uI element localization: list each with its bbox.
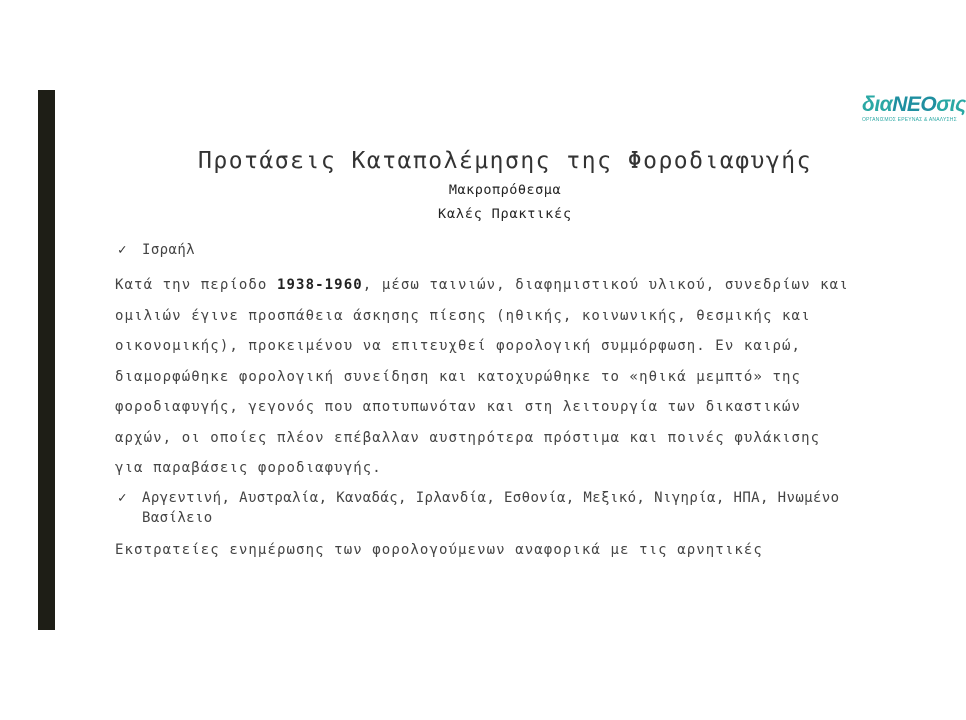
campaigns-paragraph: Εκστρατείες ενημέρωσης των φορολογούμενων αναφορικά με τις αρνητικές bbox=[115, 541, 763, 558]
dianeosis-logo bbox=[862, 93, 966, 123]
years-highlight: 1938-1960 bbox=[277, 277, 363, 293]
logo-wordmark: διαNEOσις bbox=[862, 93, 966, 116]
bullet-israel bbox=[118, 242, 900, 258]
logo-tagline: ΟΡΓΑΝΙΣΜΟΣ ΕΡΕΥΝΑΣ & ΑΝΑΛΥΣΗΣ bbox=[862, 117, 957, 123]
left-accent-bar bbox=[38, 90, 55, 630]
slide-subtitle: Μακροπρόθεσμα bbox=[448, 182, 562, 198]
bullet-label: Ισραήλ bbox=[142, 242, 195, 258]
checkmark-icon: ✓ bbox=[118, 489, 127, 506]
bullet-label: Αργεντινή, Αυστραλία, Καναδάς, Ιρλανδία, Εσθονία, Μεξικό, Νιγηρία, ΗΠΑ, Ηνωμένο Βασίλειο bbox=[142, 489, 840, 526]
slide-content bbox=[110, 140, 900, 628]
bullet-countries bbox=[118, 488, 900, 528]
israel-paragraph: Κατά την περίοδο 1938-1960, μέσω ταινιών, διαφημιστικού υλικού, συνεδρίων και ομιλιών έγινε προσπάθεια άσκησης πίεσης (ηθικής, κοινωνικής, θεσμικής και οικονομικής), προκειμένου να επιτευχθεί φορολογική συμμόρφωση. Εν καιρώ, διαμορφώθηκε φορολογική συνείδηση και κατοχυρώθηκε το «ηθικά μεμπτό» της φοροδιαφυγής, γεγονός που αποτυπωνόταν και στη λειτουργία των δικαστικών αρχών, οι οποίες πλέον επέβαλλαν αυστηρότερα πρόστιμα και ποινές φυλάκισης για παραβάσεις φοροδιαφυγής. bbox=[115, 277, 849, 476]
checkmark-icon: ✓ bbox=[118, 242, 127, 258]
slide-subtitle-secondary: Καλές Πρακτικές bbox=[438, 206, 572, 222]
slide-title: Προτάσεις Καταπολέμησης της Φοροδιαφυγής bbox=[198, 148, 812, 174]
